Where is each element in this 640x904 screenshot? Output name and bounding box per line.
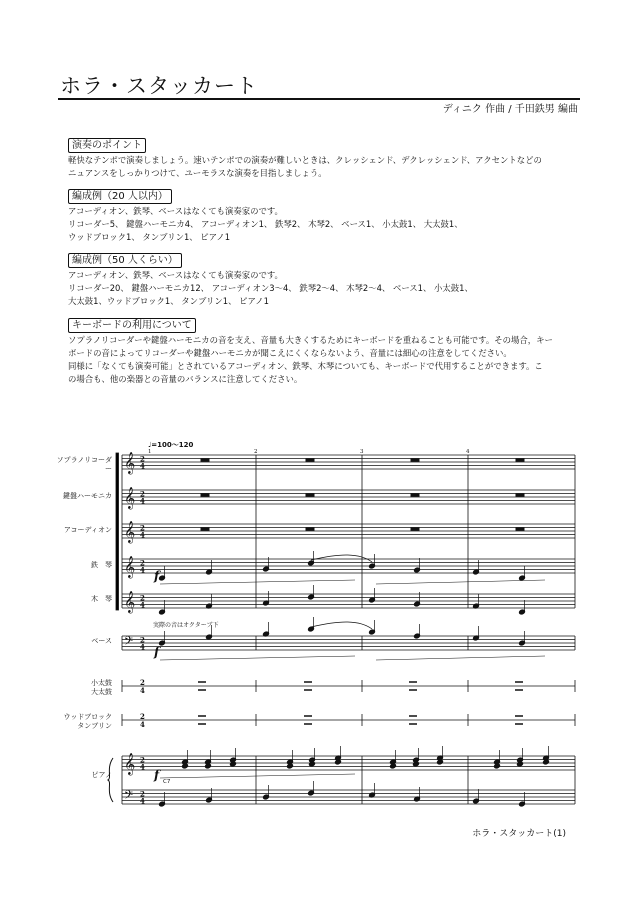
time-signature: 2 [140,454,145,464]
tie [311,555,372,562]
whole-rest [306,494,314,497]
whole-rest [516,494,524,497]
whole-rest [516,528,524,531]
text-line: 大太鼓1、ウッドブロック1、 タンブリン1、 ピアノ1 [68,296,269,306]
page-footer: ホラ・スタッカート(1) [472,829,566,839]
hairpin [376,656,545,660]
time-signature: 2 [140,593,145,603]
label-woodblock: ウッドブロック [63,713,112,721]
text-line: アコーディオン、鉄琴、ベースはなくても演奏家のです。 [68,270,283,280]
hairpin [160,580,355,584]
time-signature: 4 [140,686,145,695]
section-heading-ensemble-50: 編成例（50 人くらい） [68,253,182,268]
text-line: 軽快なテンポで演奏しましょう。速いテンポでの演奏が難しいときは、クレッシェンド、デクレッシェンド、アクセントなどの [68,155,542,165]
text-line: ニュアンスをしっかりつけて、ユーモラスな演奏を目指しましょう。 [68,168,327,178]
section-heading-ensemble-20: 編成例（20 人以内） [68,189,172,204]
whole-rest [201,528,209,531]
system-bracket [116,453,119,610]
section-heading-points: 演奏のポイント [68,138,146,153]
tempo-marking: ♩=100～120 [148,441,194,449]
time-signature: 2 [140,523,145,533]
time-signature: 4 [140,496,145,506]
time-signature: 4 [140,720,145,729]
whole-rest [201,494,209,497]
whole-rest [411,459,419,462]
measure-number: 3 [360,449,364,455]
label-tambourine: タンブリン [77,722,112,730]
time-signature: 4 [140,461,145,471]
hairpin [376,580,545,584]
whole-rest [411,528,419,531]
dynamic-bass: f [154,645,160,659]
measure-number: 2 [254,449,258,455]
whole-rest [306,528,314,531]
time-signature: 2 [140,789,145,799]
text-line: リコーダー5、 鍵盤ハーモニカ4、 アコーディオン1、 鉄琴2、 木琴2、 ベース1、 小太鼓1、 大太鼓1、 [68,219,463,229]
label-accordion: アコーディオン [63,526,112,534]
measure-number: 4 [466,449,470,455]
label-soprano-recorder: ソプラノリコーダー [56,456,112,473]
text-line: ボードの音によってリコーダーや鍵盤ハーモニカが聞こえにくくならないよう、音量には細心の注意をしてください。 [68,348,512,358]
label-snare-drum: 小太鼓 [91,679,112,687]
whole-rest [411,494,419,497]
chord-symbol: C7 [163,779,171,785]
label-bass: ベース [91,637,112,645]
time-signature: 2 [140,489,145,499]
bass-octave-note: 実際の音はオクターブ下 [153,622,219,629]
time-signature: 4 [140,600,145,610]
treble-clef: 𝄞 [124,487,136,509]
time-signature: 4 [140,642,145,652]
treble-clef: 𝄞 [124,591,136,613]
composer-credit: ディニク 作曲 / 千田鉄男 編曲 [442,104,578,115]
treble-clef: 𝄞 [124,556,136,578]
label-xylophone: 木 琴 [91,595,112,603]
barlines [108,453,575,804]
piano-brace [108,758,113,802]
whole-rest [516,459,524,462]
time-signature: 4 [140,762,145,772]
time-signature: 2 [140,558,145,568]
label-bass-drum: 大太鼓 [91,688,112,696]
section-heading-keyboard: キーボードの利用について [68,318,196,333]
text-line: ウッドブロック1、 タンブリン1、 ピアノ1 [68,232,231,242]
text-line: の場合も、他の楽器との音量のバランスに注意してください。 [68,374,303,384]
dynamic-glockenspiel: f [154,569,160,583]
time-signature: 2 [140,712,145,721]
time-signature: 4 [140,565,145,575]
text-line: ソプラノリコーダーや鍵盤ハーモニカの音を支え、音量も大きくするためにキーボードを重ねることも可能です。その場合，キー [68,335,553,345]
hairpin [160,774,355,778]
time-signature: 2 [140,755,145,765]
time-signature: 2 [140,635,145,645]
whole-rest [201,459,209,462]
notes [159,459,550,807]
text-line: アコーディオン、鉄琴、ベースはなくても演奏家のです。 [68,206,283,216]
label-glockenspiel: 鉄 琴 [91,561,112,569]
measure-number: 1 [148,449,152,455]
page-title: ホラ・スタッカート [60,74,258,98]
treble-clef: 𝄞 [124,521,136,543]
hairpin [160,656,355,660]
staves [122,455,575,804]
time-signature: 4 [140,530,145,540]
text-line: リコーダー20、 鍵盤ハーモニカ12、 アコーディオン3～4、 鉄琴2～4、 木琴2～4、 ベース1、 小太鼓1、 [68,283,473,293]
text-line: 同様に「なくても演奏可能」とされているアコーディオン、鉄琴、木琴についても、キーボードで代用することができます。こ [68,361,543,371]
bass-clef: 𝄢 [124,789,134,805]
treble-clef: 𝄞 [124,452,136,474]
label-piano: ピアノ [91,771,112,779]
tie [311,622,372,629]
label-keyboard-harmonica: 鍵盤ハーモニカ [63,492,112,500]
dynamic-piano: f [154,768,160,782]
treble-clef: 𝄞 [124,753,136,775]
time-signature: 2 [140,678,145,687]
bass-clef: 𝄢 [124,635,134,651]
score-glyphs [124,449,470,806]
whole-rest [306,459,314,462]
time-signature: 4 [140,796,145,806]
